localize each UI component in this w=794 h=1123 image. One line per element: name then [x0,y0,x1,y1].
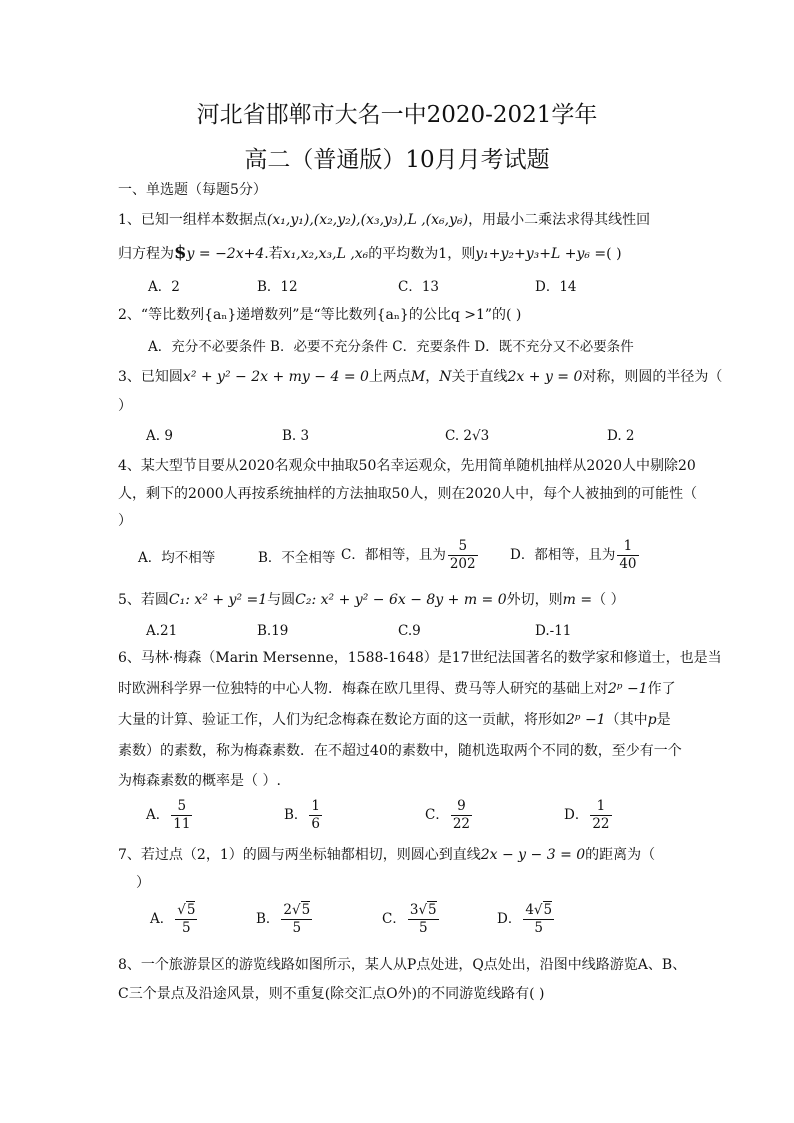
fraction: $\frac{1}{22}$ [592,798,610,832]
q1-option-b: B．12 [257,279,298,295]
question-6-line-2: 时欧洲科学界一位独特的中心人物．梅森在欧几里得、费马等人研究的基础上对2ᵖ −1作了 [118,681,676,697]
question-4-line-1: 4、某大型节目要从2020名观众中抽取50名幸运观众，先用简单随机抽样从2020人中剔除20 [118,458,696,474]
q5-option-c: C.9 [398,623,421,639]
regression-hat-symbol: $ [174,242,187,263]
fraction: $\frac{2√5}{5}$ [283,902,311,936]
q7-option-c: C． $\frac{3√5}{5}$ [382,902,437,936]
question-3-line-1: 3、已知圆x² + y² − 2x + my − 4 = 0上两点M，N关于直线2x + y = 0对称，则圆的半径为（ [118,369,723,385]
question-8-line-1: 8、一个旅游景区的游览线路如图所示，某人从P点处进，Q点处出，沿图中线路游览A、B、 [118,957,687,973]
q2-options: A．充分不必要条件 B．必要不充分条件 C．充要条件 D．既不充分又不必要条件 [148,339,634,355]
q4-option-a: A．均不相等 [138,550,216,566]
q3-option-b: B. 3 [282,428,310,444]
q3-option-c: C. 2√3 [445,428,490,444]
q1-option-a: A．2 [148,279,180,295]
q6-option-d: D． $\frac{1}{22}$ [564,798,610,832]
q5-option-a: A.21 [146,623,178,639]
question-2-line-1: 2、“等比数列{aₙ}递增数列”是“等比数列{aₙ}的公比q >1”的( ) [118,307,522,323]
question-5-line-1: 5、若圆C₁: x² + y² =1与圆C₂: x² + y² − 6x − 8y + m = 0外切，则m =（ ） [118,592,625,608]
question-6-line-1: 6、马林·梅森（Marin Mersenne，1588-1648）是17世纪法国著名的数学家和修道士，也是当 [118,650,722,666]
q4-option-d: D．都相等，且为 $\frac{1}{40}$ [510,538,637,572]
fraction: $\frac{9}{22}$ [452,798,471,832]
fraction: $\frac{1}{40}$ [619,538,637,572]
q6-option-a: A． $\frac{5}{11}$ [146,798,191,832]
question-1-line-1: 1、已知一组样本数据点(x₁,y₁),(x₂,y₂),(x₃,y₃),L ,(x₆,y₆)，用最小二乘法求得其线性回 [118,212,651,228]
q6-option-b: B． $\frac{1}{6}$ [284,798,321,832]
exam-title: 河北省邯郸市大名一中2020-2021学年 [196,102,598,128]
question-1-line-2: 归方程为$y = −2x+4.若x₁,x₂,x₃,L ,x₆的平均数为1，则y₁+y₂+y₃+L +y₆ =( ) [118,242,622,263]
q7-option-b: B． $\frac{2√5}{5}$ [256,902,311,936]
question-8-line-2: C三个景点及沿途风景，则不重复(除交汇点O外)的不同游览线路有( ) [118,986,545,1002]
q7-option-d: D． $\frac{4√5}{5}$ [497,902,553,936]
q1-option-d: D．14 [535,279,577,295]
q5-option-b: B.19 [257,623,289,639]
question-4-line-2: 人，剩下的2000人再按系统抽样的方法抽取50人，则在2020人中，每个人被抽到的可能性（ [118,486,698,502]
question-7-line-1: 7、若过点（2，1）的圆与两坐标轴都相切，则圆心到直线2x − y − 3 = 0的距离为（ [118,847,656,863]
fraction: $\frac{5}{202}$ [449,538,476,572]
exam-subtitle: 高二（普通版）10月月考试题 [244,147,550,173]
fraction: $\frac{√5}{5}$ [177,902,196,936]
question-6-line-4: 素数）的素数，称为梅森素数．在不超过40的素数中，随机选取两个不同的数，至少有一个 [118,743,682,759]
question-4-line-3: ） [118,513,132,529]
q3-option-d: D. 2 [607,428,635,444]
fraction: $\frac{1}{6}$ [311,798,321,832]
q1-option-c: C．13 [398,279,440,295]
question-3-line-2: ） [118,398,132,414]
q5-option-d: D.-11 [535,623,572,639]
fraction: $\frac{3√5}{5}$ [409,902,437,936]
question-6-line-5: 为梅森素数的概率是（ ）. [118,773,281,789]
q7-option-a: A． $\frac{√5}{5}$ [150,902,196,936]
question-7-line-2: ） [136,875,150,891]
section-heading: 一、单选题（每题5分） [118,182,267,198]
question-6-line-3: 大量的计算、验证工作，人们为纪念梅森在数论方面的这一贡献，将形如2ᵖ −1（其中p是 [118,712,671,728]
fraction: $\frac{4√5}{5}$ [525,902,553,936]
q4-option-b: B．不全相等 [258,550,336,566]
q4-option-c: C．都相等，且为 $\frac{5}{202}$ [341,538,476,572]
fraction: $\frac{5}{11}$ [173,798,191,832]
q6-option-c: C． $\frac{9}{22}$ [425,798,471,832]
q3-option-a: A. 9 [146,428,173,444]
